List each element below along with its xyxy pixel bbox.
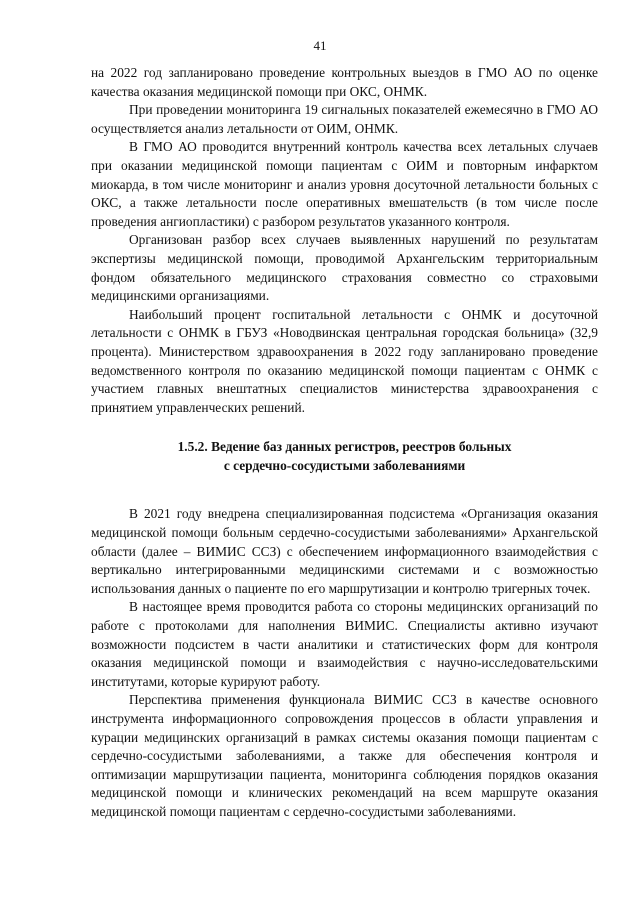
paragraph: Организован разбор всех случаев выявленных нарушений по результатам экспертизы медицинской помощи, проводимой Архангельским территориальным фондом обязательного медицинского страхования совместно со страховыми медицинскими организациями. [91, 232, 598, 304]
section-heading-line: с сердечно-сосудистыми заболеваниями [223, 457, 466, 473]
page-number: 41 [313, 38, 327, 53]
paragraph: В ГМО АО проводится внутренний контроль качества всех летальных случаев при оказании медицинской помощи пациентам с ОИМ и повторным инфарктом миокарда, в том числе мониторинг и анализ уровня досуточной летальности больных с ОКС, а также летальности после оперативных вмешательств (в том числе после проведения ангиопластики) с разбором результатов указанного контроля. [91, 139, 598, 229]
section-heading-line: 1.5.2. Ведение баз данных регистров, реестров больных [177, 439, 512, 455]
paragraph: При проведении мониторинга 19 сигнальных показателей ежемесячно в ГМО АО осуществляется анализ летальности от ОИМ, ОНМК. [91, 102, 598, 136]
paragraph: Наибольший процент госпитальной летальности с ОНМК и досуточной летальности с ОНМК в ГБУЗ «Новодвинская центральная городская больница» (32,9 процента). Министерством здравоохранения в 2022 году запланировано проведение ведомственного контроля по оказанию медицинской помощи пациентам с ОНМК с участием главных внештатных специалистов министерства здравоохранения с принятием управленческих решений. [91, 306, 598, 415]
page-body [91, 64, 598, 822]
paragraph: В 2021 году внедрена специализированная подсистема «Организация оказания медицинской помощи больным сердечно-сосудистыми заболеваниями» Архангельской области (далее – ВИМИС ССЗ) с обеспечением информационного взаимодействия с вертикально интегрированными медицинскими системами и с возможностью использования данных о пациенте по его маршрутизации и контролю тригерных точек. [91, 506, 598, 596]
paragraph: В настоящее время проводится работа со стороны медицинских организаций по работе с протоколами для наполнения ВИМИС. Специалисты активно изучают возможности подсистем в части аналитики и статистических форм для контроля оказания медицинской помощи и взаимодействия с научно-исследовательскими институтами, которые курируют работу. [91, 599, 598, 689]
paragraph: на 2022 год запланировано проведение контрольных выездов в ГМО АО по оценке качества оказания медицинской помощи при ОКС, ОНМК. [91, 65, 598, 99]
section-heading [91, 438, 598, 475]
paragraph: Перспектива применения функционала ВИМИС ССЗ в качестве основного инструмента информационного сопровождения процессов в области управления и курации медицинских организаций в рамках системы оказания помощи пациентам с сердечно-сосудистыми заболеваниями, а также для обеспечения контроля и оптимизации маршрутизации пациента, мониторинга соблюдения порядков оказания медицинской помощи и клинических рекомендаций на всем маршруте оказания медицинской помощи пациентам с сердечно-сосудистыми заболеваниями. [91, 692, 598, 819]
